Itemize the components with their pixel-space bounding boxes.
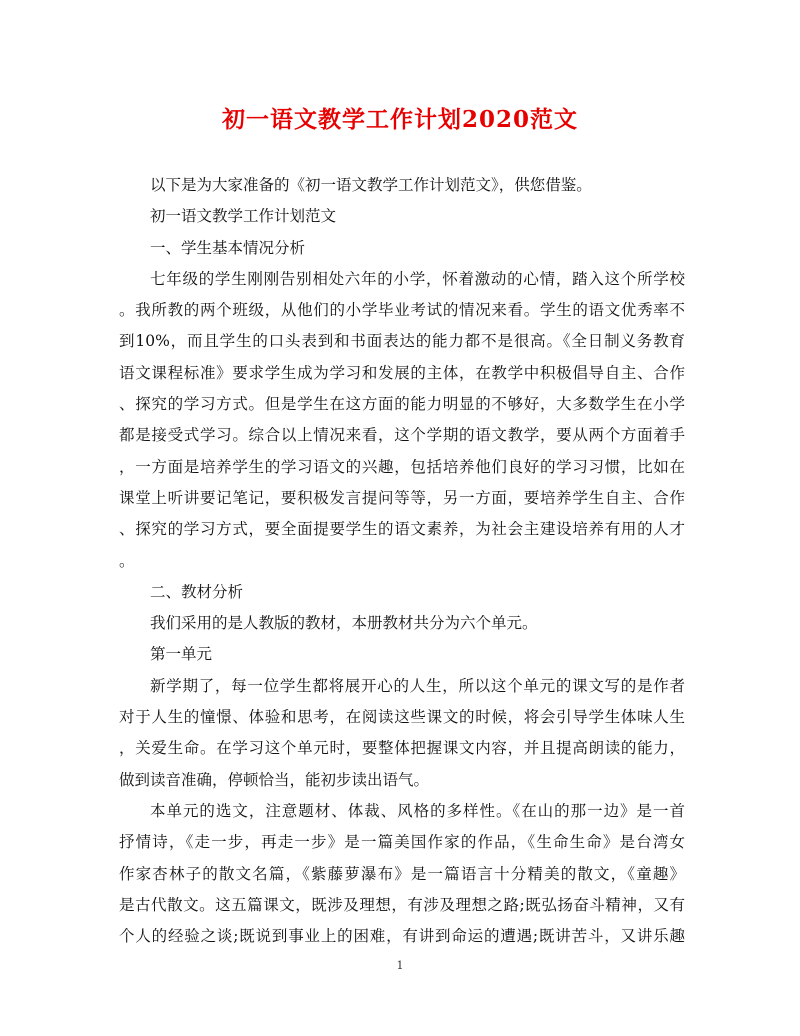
text-line: 。我所教的两个班级，从他们的小学毕业考试的情况来看。学生的语文优秀率不 (119, 301, 685, 320)
text-line: 、探究的学习方式，要全面提要学生的语文素养，为社会主建设培养有用的人才 (119, 520, 685, 539)
text-line: 对于人生的憧憬、体验和思考，在阅读这些课文的时候，将会引导学生体味人生 (119, 708, 685, 727)
text-line: 到10%，而且学生的口头表到和书面表达的能力都不是很高。《全日制义务教育 (119, 332, 685, 351)
text-line: 是古代散文。这五篇课文，既涉及理想，有涉及理想之路;既弘扬奋斗精神，又有 (119, 895, 685, 914)
text-line: 七年级的学生刚刚告别相处六年的小学，怀着激动的心情，踏入这个所学校 (150, 269, 685, 288)
text-line: ，一方面是培养学生的学习语文的兴趣，包括培养他们良好的学习习惯，比如在 (119, 457, 685, 476)
text-line: 个人的经验之谈;既说到事业上的困难，有讲到命运的遭遇;既讲苦斗，又讲乐趣 (119, 927, 685, 946)
document-body (119, 170, 685, 952)
text-line: 二、教材分析 (150, 582, 244, 601)
page-number: 1 (396, 959, 404, 972)
text-line: 作家杏林子的散文名篇，《紫藤萝瀑布》是一篇语言十分精美的散文，《童趣》 (119, 864, 685, 883)
text-line: 新学期了，每一位学生都将展开心的人生，所以这个单元的课文写的是作者 (150, 676, 685, 695)
text-line: 抒情诗，《走一步，再走一步》是一篇美国作家的作品，《生命生命》是台湾女 (119, 833, 685, 852)
text-line: 做到读音准确，停顿恰当，能初步读出语气。 (119, 770, 430, 789)
text-line: 我们采用的是人教版的教材，本册教材共分为六个单元。 (150, 614, 538, 633)
text-line: 。 (119, 551, 135, 570)
text-line: ，关爱生命。在学习这个单元时，要整体把握课文内容，并且提高朗读的能力， (119, 739, 685, 758)
document-title: 初一语文教学工作计划2020范文 (221, 106, 578, 133)
text-line: 初一语文教学工作计划范文 (150, 207, 337, 226)
text-line: 都是接受式学习。综合以上情况来看，这个学期的语文教学，要从两个方面着手 (119, 426, 685, 445)
text-line: 、探究的学习方式。但是学生在这方面的能力明显的不够好，大多数学生在小学 (119, 395, 685, 414)
text-line: 一、学生基本情况分析 (150, 238, 306, 257)
text-line: 以下是为大家准备的《初一语文教学工作计划范文》，供您借鉴。 (150, 176, 592, 194)
text-line: 第一单元 (150, 645, 213, 664)
text-line: 本单元的选文，注意题材、体裁、风格的多样性。《在山的那一边》是一首 (150, 801, 685, 820)
text-line: 课堂上听讲要记笔记，要积极发言提问等等，另一方面，要培养学生自主、合作 (119, 488, 685, 507)
text-line: 语文课程标准》要求学生成为学习和发展的主体，在教学中积极倡导自主、合作 (119, 363, 685, 382)
